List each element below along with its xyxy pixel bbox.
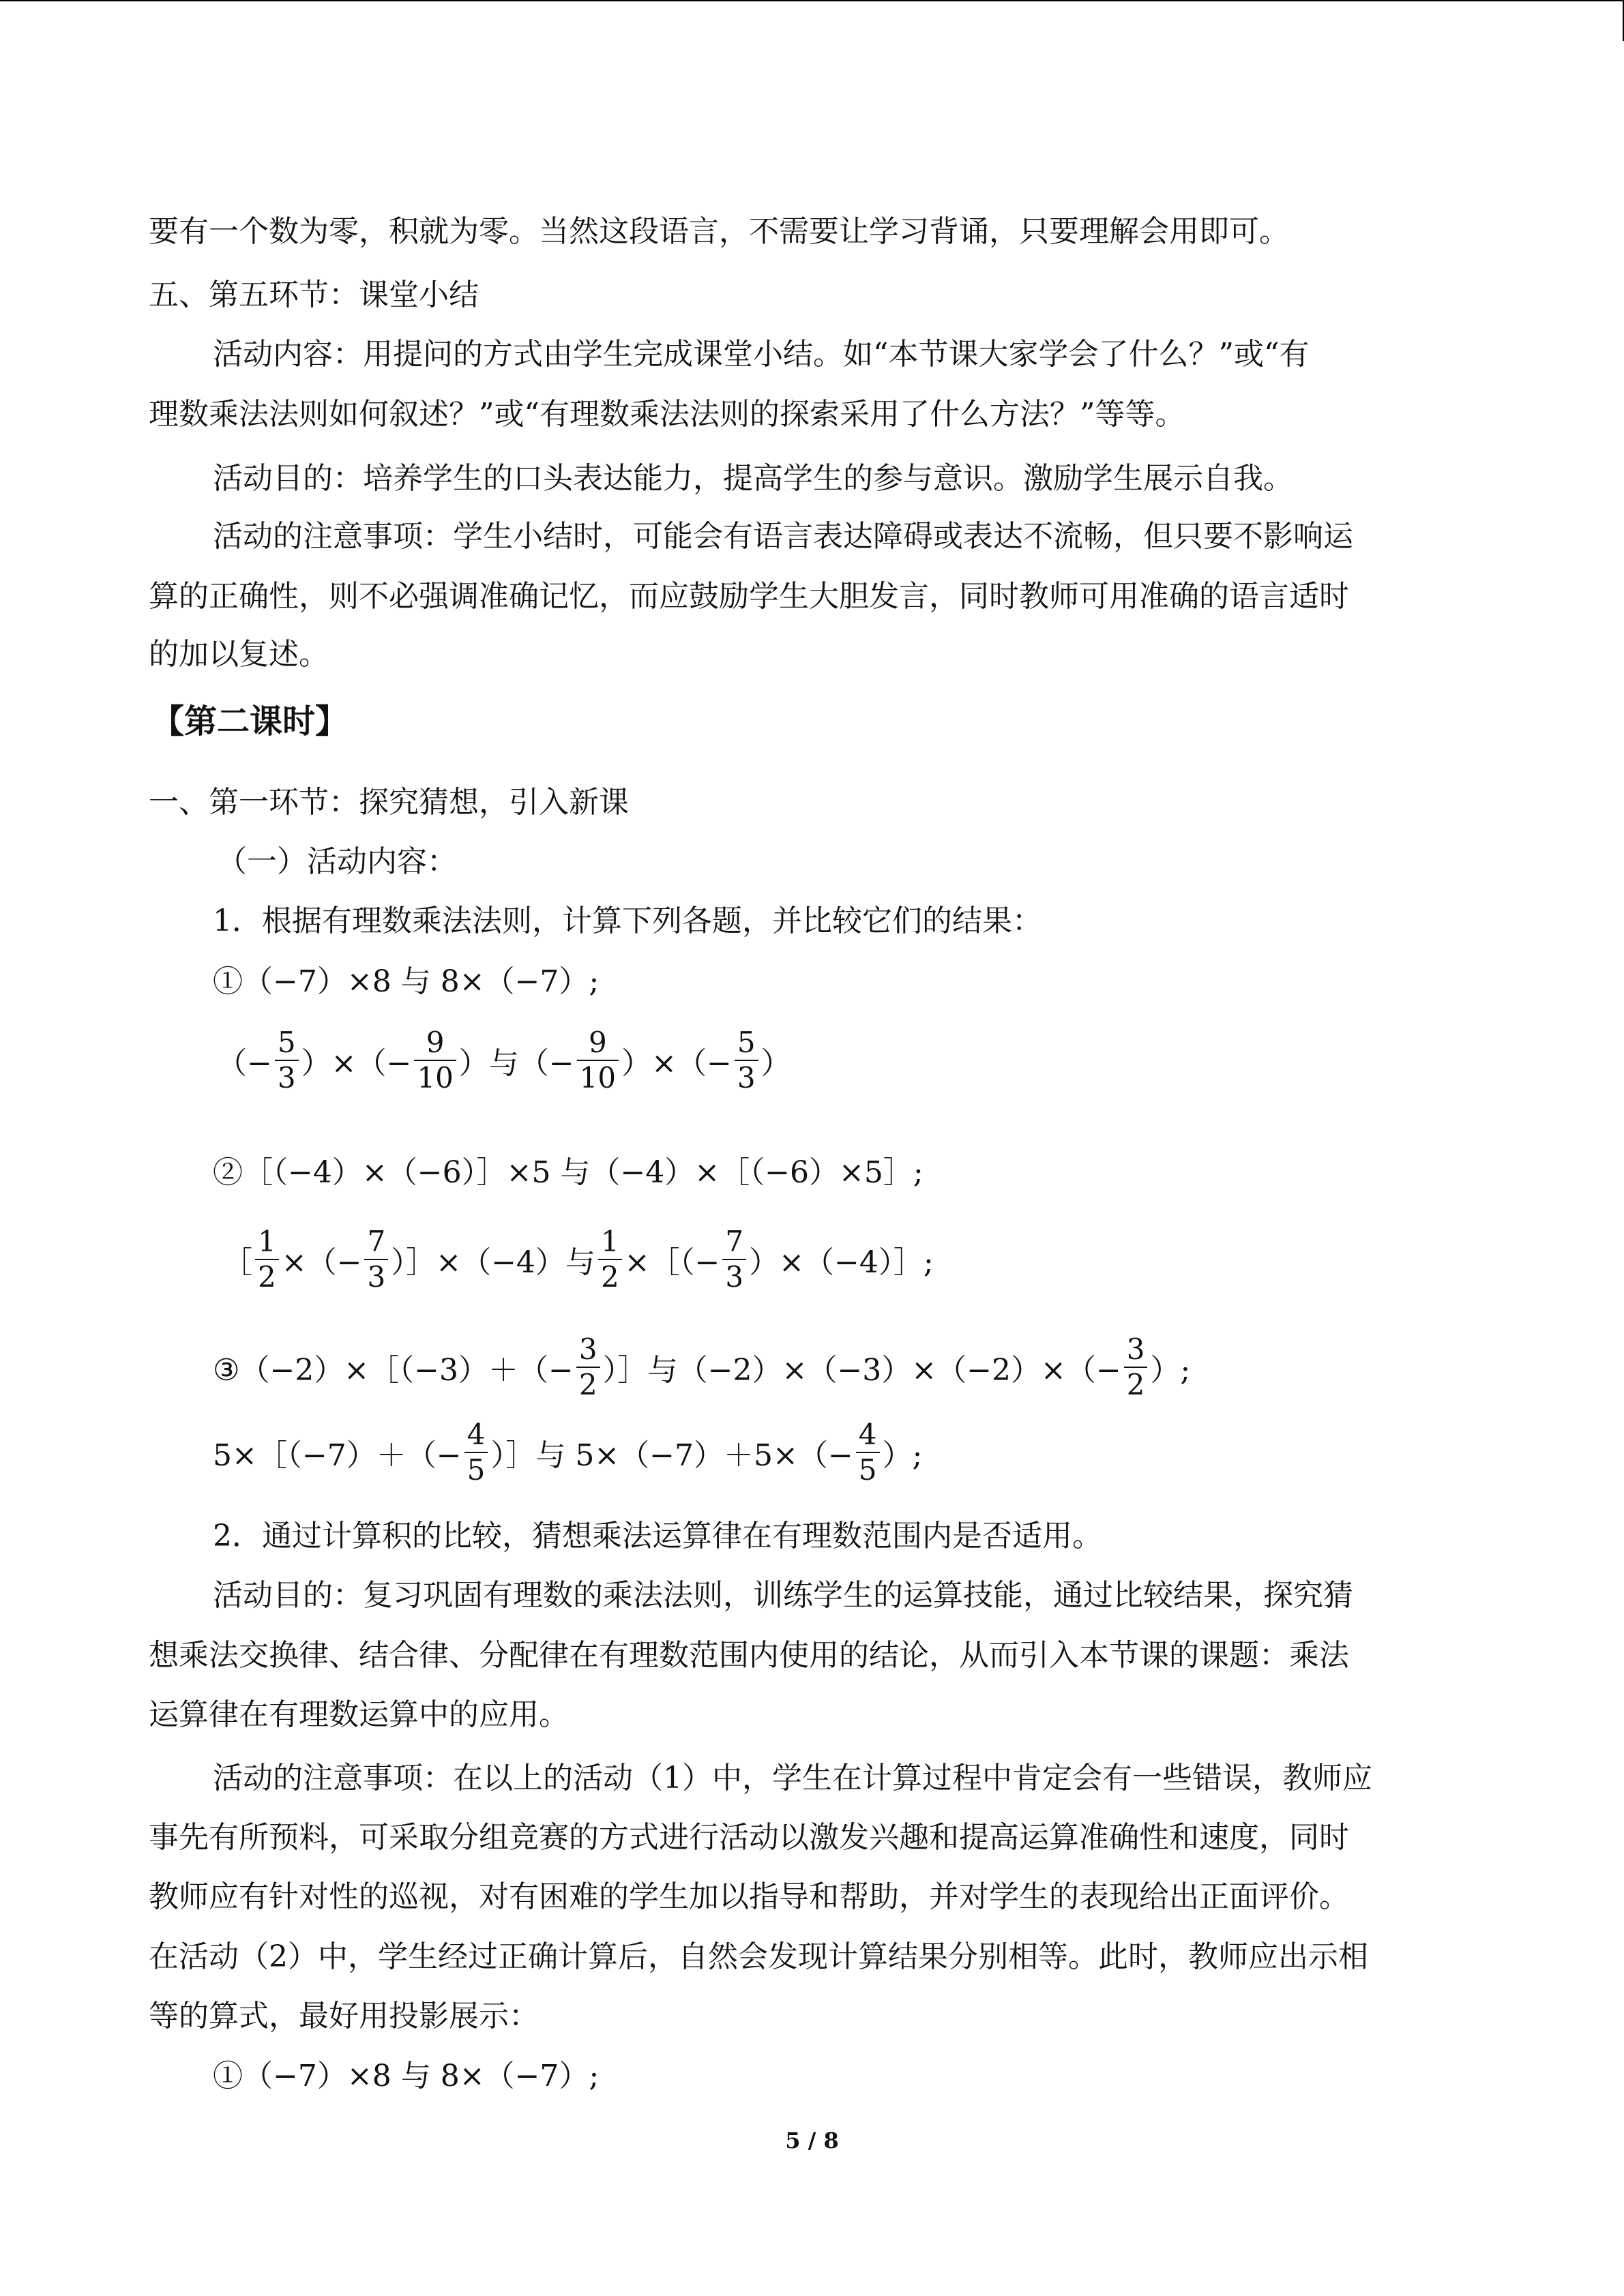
subsection-heading: （一）活动内容： (217, 844, 457, 879)
text-line: 2．通过计算积的比较，猜想乘法运算律在有理数范围内是否适用。 (213, 1519, 1102, 1553)
numerator: 4 (856, 1418, 880, 1453)
math-line: ①（−7）×8 与 8×（−7）; (213, 964, 600, 999)
numerator: 3 (1124, 1332, 1148, 1368)
denominator: 5 (467, 1453, 486, 1487)
numerator: 7 (364, 1225, 388, 1260)
math-line (213, 1412, 922, 1493)
math-line (222, 1219, 934, 1300)
denominator: 2 (600, 1260, 619, 1294)
fraction (1124, 1332, 1148, 1402)
math-text: ×（− (281, 1245, 362, 1280)
text-line: 在活动（2）中，学生经过正确计算后，自然会发现计算结果分别相等。此时，教师应出示相 (149, 1939, 1368, 1974)
lesson-heading: 【第二课时】 (151, 702, 349, 741)
numerator: 1 (255, 1225, 279, 1260)
text-line: 教师应有针对性的巡视，对有困难的学生加以指导和帮助，并对学生的表现给出正面评价。 (149, 1879, 1349, 1914)
page-top-border (0, 0, 1623, 1)
math-text: ）×（− (301, 1046, 412, 1081)
math-text: （− (217, 1046, 272, 1081)
denominator: 2 (1126, 1368, 1145, 1401)
math-line: ①（−7）×8 与 8×（−7）; (213, 2059, 600, 2093)
text-line: 活动目的：培养学生的口头表达能力，提高学生的参与意识。激励学生展示自我。 (213, 461, 1293, 496)
text-line: 活动目的：复习巩固有理数的乘法法则，训练学生的运算技能，通过比较结果，探究猜 (213, 1578, 1353, 1613)
fraction (414, 1026, 456, 1095)
fraction (275, 1026, 299, 1095)
text-line: 的加以复述。 (149, 637, 329, 672)
math-text: ）］与 5×（−7）＋5×（− (490, 1438, 853, 1473)
numerator: 5 (275, 1026, 299, 1061)
fraction (735, 1026, 758, 1095)
denominator: 3 (277, 1061, 296, 1094)
numerator: 9 (414, 1026, 456, 1061)
math-text: ）×（−4）］; (749, 1245, 934, 1280)
text-line: 1．根据有理数乘法法则，计算下列各题，并比较它们的结果： (213, 904, 1042, 938)
math-text: ）］与（−2）×（−3）×（−2）×（− (602, 1353, 1121, 1388)
text-line: 想乘法交换律、结合律、分配律在有理数范围内使用的结论，从而引入本节课的课题：乘法 (149, 1638, 1349, 1673)
math-text: ③（−2）×［（−3）＋（− (213, 1353, 574, 1388)
denominator: 10 (579, 1061, 617, 1094)
fraction (576, 1332, 600, 1402)
denominator: 10 (417, 1061, 454, 1094)
text-line: 活动内容：用提问的方式由学生完成课堂小结。如“本节课大家学会了什么？”或“有 (213, 337, 1310, 372)
denominator: 2 (258, 1260, 276, 1294)
numerator: 7 (722, 1225, 746, 1260)
fraction (577, 1026, 619, 1095)
numerator: 4 (464, 1418, 488, 1453)
denominator: 3 (367, 1260, 386, 1294)
math-text: ×［（− (624, 1245, 720, 1280)
math-text: ）×（− (621, 1046, 732, 1081)
math-text: 5×［（−7）＋（− (213, 1438, 462, 1473)
text-line: 要有一个数为零，积就为零。当然这段语言，不需要让学习背诵，只要理解会用即可。 (149, 214, 1289, 249)
math-text: ）与（− (458, 1046, 574, 1081)
fraction (722, 1225, 746, 1294)
math-line: ②［（−4）×（−6）］×5 与（−4）×［（−6）×5］; (213, 1155, 924, 1190)
math-text: ）; (882, 1438, 923, 1473)
fraction (856, 1418, 880, 1487)
numerator: 9 (577, 1026, 619, 1061)
text-line: 等的算式，最好用投影展示： (149, 1999, 539, 2033)
denominator: 3 (725, 1260, 744, 1294)
math-text: ［ (222, 1245, 252, 1280)
text-line: 算的正确性，则不必强调准确记忆，而应鼓励学生大胆发言，同时教师可用准确的语言适时 (149, 579, 1349, 614)
text-line: 运算律在有理数运算中的应用。 (149, 1697, 569, 1732)
numerator: 5 (735, 1026, 758, 1061)
numerator: 3 (576, 1332, 600, 1368)
denominator: 5 (858, 1453, 877, 1487)
denominator: 2 (578, 1368, 597, 1401)
fraction (255, 1225, 279, 1294)
math-line (217, 1019, 791, 1101)
math-text: ）; (1150, 1353, 1191, 1388)
text-line: 活动的注意事项：学生小结时，可能会有语言表达障碍或表达不流畅，但只要不影响运 (213, 519, 1353, 554)
text-line: 事先有所预料，可采取分组竞赛的方式进行活动以激发兴趣和提高运算准确性和速度，同时 (149, 1820, 1349, 1855)
text-line: 活动的注意事项：在以上的活动（1）中，学生在计算过程中肯定会有一些错误，教师应 (213, 1761, 1372, 1795)
math-text: ） (761, 1046, 791, 1081)
math-line (213, 1326, 1190, 1408)
numerator: 1 (598, 1225, 622, 1260)
fraction (464, 1418, 488, 1487)
page-number: 5 / 8 (785, 2128, 839, 2153)
fraction (598, 1225, 622, 1294)
text-line: 理数乘法法则如何叙述？”或“有理数乘法法则的探索采用了什么方法？”等等。 (149, 397, 1185, 432)
fraction (364, 1225, 388, 1294)
math-text: ）］×（−4）与 (391, 1245, 595, 1280)
denominator: 3 (737, 1061, 756, 1094)
section-heading: 五、第五环节：课堂小结 (149, 278, 479, 312)
section-heading: 一、第一环节：探究猜想，引入新课 (149, 785, 629, 820)
